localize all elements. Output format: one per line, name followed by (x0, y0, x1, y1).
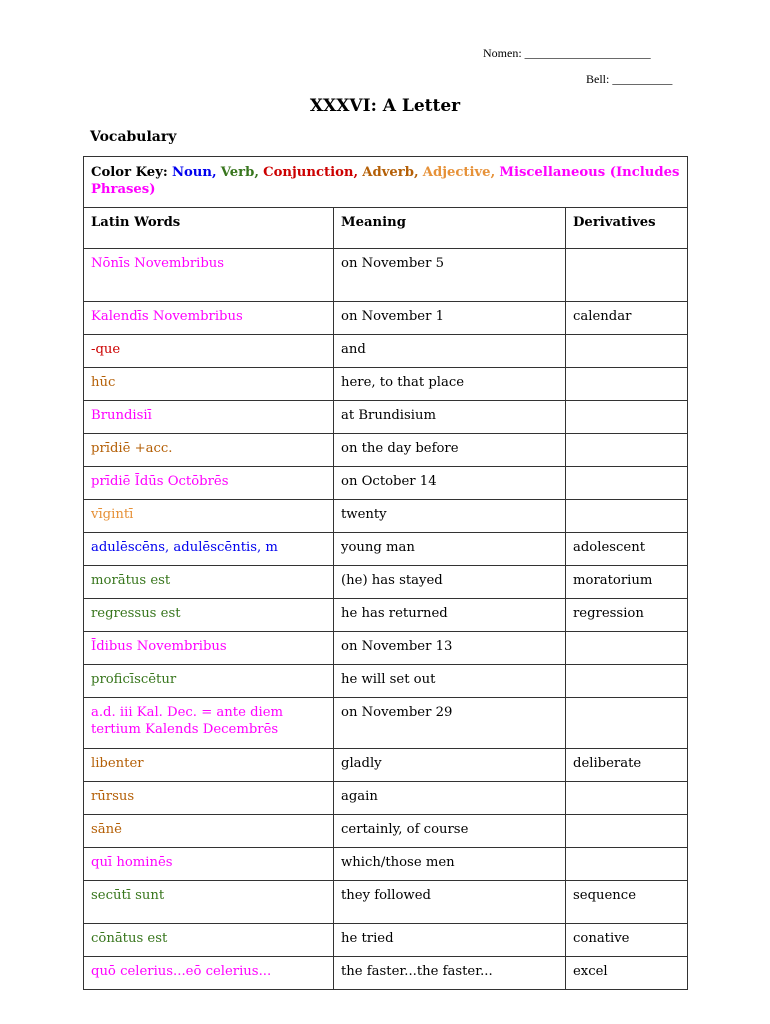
meaning-cell: he has returned (334, 599, 566, 632)
derivative-cell (566, 500, 688, 533)
meaning-cell: on the day before (334, 434, 566, 467)
section-heading: Vocabulary (90, 129, 177, 145)
derivative-cell: moratorium (566, 566, 688, 599)
table-row (84, 665, 688, 698)
nomen-field-label: Nomen: _____________________ (483, 46, 651, 60)
page-title: XXXVI: A Letter (309, 96, 461, 116)
meaning-cell: gladly (334, 749, 566, 782)
meaning-cell: young man (334, 533, 566, 566)
derivative-cell (566, 632, 688, 665)
latin-word-cell: quō celerius...eō celerius... (84, 957, 334, 990)
meaning-cell: they followed (334, 881, 566, 924)
meaning-cell: and (334, 335, 566, 368)
table-row (84, 957, 688, 990)
color-key-adv: Adverb, (362, 165, 419, 180)
table-row (84, 566, 688, 599)
table-row (84, 533, 688, 566)
latin-word-cell: hūc (84, 368, 334, 401)
derivative-cell: adolescent (566, 533, 688, 566)
meaning-cell: on November 5 (334, 249, 566, 302)
derivative-cell (566, 782, 688, 815)
derivative-cell: deliberate (566, 749, 688, 782)
latin-word-cell: sānē (84, 815, 334, 848)
table-row (84, 302, 688, 335)
meaning-cell: on October 14 (334, 467, 566, 500)
color-key-label: Color Key: (91, 165, 168, 180)
derivative-cell (566, 665, 688, 698)
latin-word-cell: prīdiē Īdūs Octōbrēs (84, 467, 334, 500)
color-key-adj: Adjective, (422, 165, 496, 180)
table-row (84, 632, 688, 665)
latin-word-cell: adulēscēns, adulēscēntis, m (84, 533, 334, 566)
latin-word-cell: a.d. iii Kal. Dec. = ante diem tertium Kalends Decembrēs (84, 698, 334, 749)
derivative-cell: sequence (566, 881, 688, 924)
meaning-cell: on November 1 (334, 302, 566, 335)
color-key-noun: Noun, (171, 165, 217, 180)
column-header-derivatives: Derivatives (566, 208, 688, 249)
latin-word-cell: Kalendīs Novembribus (84, 302, 334, 335)
table-row (84, 815, 688, 848)
table-row (84, 924, 688, 957)
latin-word-cell: libenter (84, 749, 334, 782)
color-key-cell (84, 157, 688, 208)
meaning-cell: here, to that place (334, 368, 566, 401)
column-header-latin: Latin Words (84, 208, 334, 249)
bell-field-label: Bell: __________ (586, 72, 673, 86)
latin-word-cell: morātus est (84, 566, 334, 599)
derivative-cell (566, 848, 688, 881)
latin-word-cell: secūtī sunt (84, 881, 334, 924)
derivative-cell (566, 467, 688, 500)
vocabulary-table-body (84, 157, 688, 990)
table-row (84, 249, 688, 302)
color-key-verb: Verb, (220, 165, 259, 180)
latin-word-cell: proficīscētur (84, 665, 334, 698)
table-row (84, 881, 688, 924)
derivative-cell (566, 335, 688, 368)
table-row (84, 335, 688, 368)
latin-word-cell: vīgintī (84, 500, 334, 533)
latin-word-cell: Brundisiī (84, 401, 334, 434)
derivative-cell: calendar (566, 302, 688, 335)
derivative-cell (566, 401, 688, 434)
table-row (84, 467, 688, 500)
derivative-cell: excel (566, 957, 688, 990)
table-header-row (84, 208, 688, 249)
meaning-cell: twenty (334, 500, 566, 533)
derivative-cell: regression (566, 599, 688, 632)
table-row (84, 698, 688, 749)
table-row (84, 401, 688, 434)
meaning-cell: on November 29 (334, 698, 566, 749)
latin-word-cell: Īdibus Novembribus (84, 632, 334, 665)
table-row (84, 599, 688, 632)
derivative-cell (566, 434, 688, 467)
meaning-cell: which/those men (334, 848, 566, 881)
derivative-cell (566, 698, 688, 749)
color-key-misc: Miscellaneous (Includes Phrases) (91, 165, 680, 197)
latin-word-cell: -que (84, 335, 334, 368)
meaning-cell: at Brundisium (334, 401, 566, 434)
meaning-cell: he tried (334, 924, 566, 957)
latin-word-cell: regressus est (84, 599, 334, 632)
column-header-meaning: Meaning (334, 208, 566, 249)
derivative-cell (566, 249, 688, 302)
meaning-cell: certainly, of course (334, 815, 566, 848)
latin-word-cell: quī hominēs (84, 848, 334, 881)
color-key-row (84, 157, 688, 208)
derivative-cell (566, 815, 688, 848)
meaning-cell: he will set out (334, 665, 566, 698)
table-row (84, 782, 688, 815)
derivative-cell (566, 368, 688, 401)
color-key-conj: Conjunction, (263, 165, 359, 180)
latin-word-cell: Nōnīs Novembribus (84, 249, 334, 302)
table-row (84, 749, 688, 782)
table-row (84, 368, 688, 401)
meaning-cell: on November 13 (334, 632, 566, 665)
color-key-items (91, 165, 679, 197)
table-row (84, 500, 688, 533)
meaning-cell: again (334, 782, 566, 815)
meaning-cell: the faster...the faster... (334, 957, 566, 990)
table-row (84, 848, 688, 881)
vocabulary-table (83, 156, 688, 990)
meaning-cell: (he) has stayed (334, 566, 566, 599)
table-row (84, 434, 688, 467)
latin-word-cell: prīdiē +acc. (84, 434, 334, 467)
latin-word-cell: cōnātus est (84, 924, 334, 957)
latin-word-cell: rūrsus (84, 782, 334, 815)
derivative-cell: conative (566, 924, 688, 957)
